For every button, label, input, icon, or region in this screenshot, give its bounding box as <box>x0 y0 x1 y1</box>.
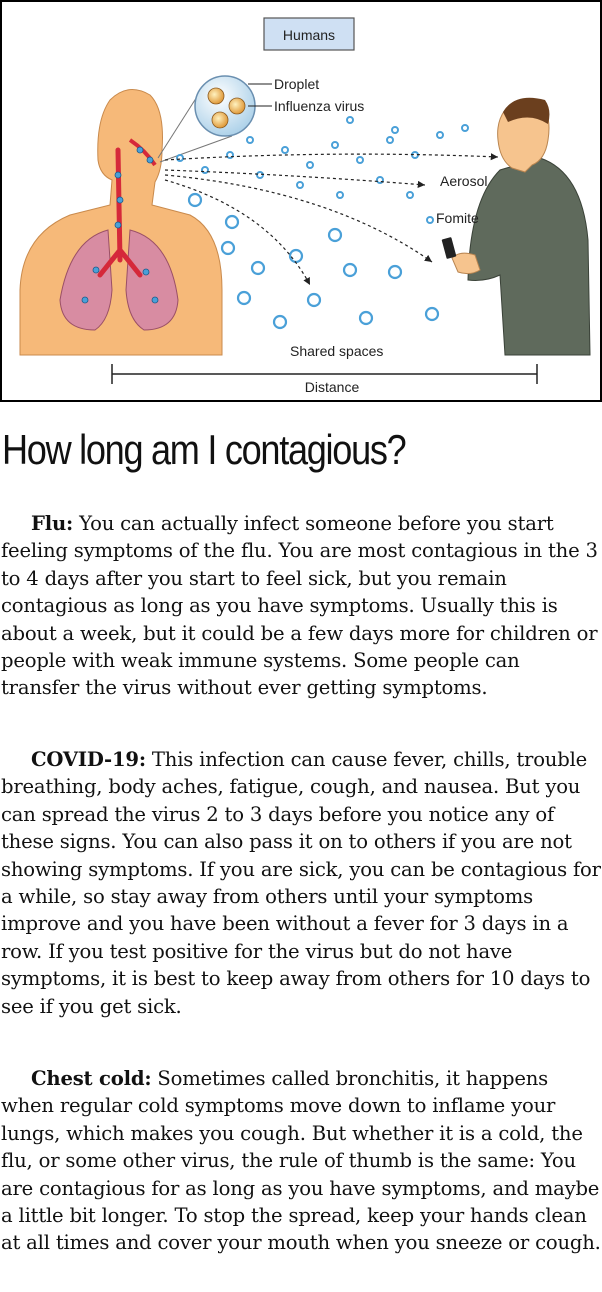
aerosol-label: Aerosol <box>440 173 488 189</box>
covid-term: COVID-19: <box>31 748 146 771</box>
fomite-label: Fomite <box>436 210 479 226</box>
humans-label-box <box>264 18 354 50</box>
flu-text: You can actually infect someone before you start feeling symptoms of the flu. You are most contagious in the 3 to 4 days after you start to feel sick, but you remain contagious as long as you have symptoms. Usually this is about a week, but it could be a few days more for children or people with weak immune systems. Some people can transfer the virus without ever getting symptoms. <box>1 512 598 700</box>
covid-text: This infection can cause fever, chills, trouble breathing, body aches, fatigue, cough, and nausea. But you can spread the virus 2 to 3 days before you notice any of these signs. You can also pass it on to others if you are not showing symptoms. If you are sick, you can be contagious for a while, so stay away from others until your symptoms improve and you have been without a fever for 3 days in a row. If you test positive for the virus but do not have symptoms, it is best to keep away from others for 10 days to see if you get sick. <box>1 748 601 1018</box>
flu-term: Flu: <box>31 512 74 535</box>
page-title: How long am I contagious? <box>2 426 406 473</box>
flu-paragraph <box>1 510 601 702</box>
droplet-label: Droplet <box>274 76 320 92</box>
covid-paragraph <box>1 746 601 1020</box>
chest-cold-term: Chest cold: <box>31 1067 152 1090</box>
shared-spaces-label: Shared spaces <box>290 343 384 359</box>
influenza-virus-label: Influenza virus <box>274 98 365 114</box>
humans-label: Humans <box>282 27 336 43</box>
transmission-illustration <box>0 0 602 402</box>
chest-cold-text: Sometimes called bronchitis, it happens when regular cold symptoms move down to inflame your lungs, which makes you cough. But whether it is a cold, the flu, or some other virus, the rule of thumb is the same: You are contagious for as long as you have symptoms, and maybe a little bit longer. To stop the spread, keep your hands clean at all times and cover your mouth when you sneeze or cough. <box>1 1067 601 1255</box>
distance-label: Distance <box>304 379 360 395</box>
chest-cold-paragraph <box>1 1065 601 1257</box>
